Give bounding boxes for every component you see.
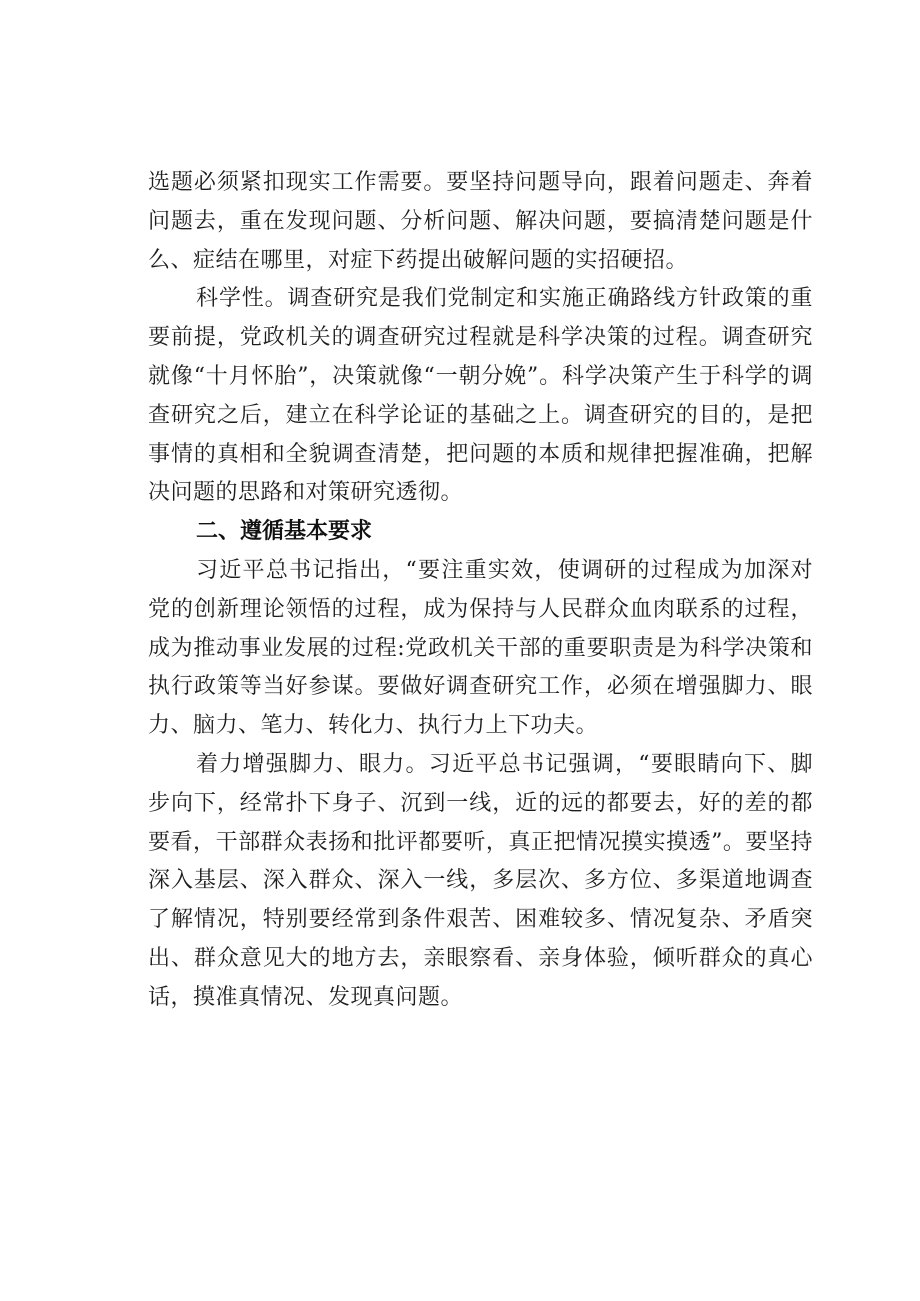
paragraph-topic-selection: 选题必须紧扣现实工作需要。要坚持问题导向，跟着问题走、奔着问题去，重在发现问题、分析问题、解决问题，要搞清楚问题是什么、症结在哪里，对症下药提出破解问题的实招硬招。 [148,170,813,273]
paragraph-scientific: 科学性。调查研究是我们党制定和实施正确路线方针政策的重要前提，党政机关的调查研究过程就是科学决策的过程。调查研究就像“十月怀胎”，决策就像“一朝分娩”。科学决策产生于科学的调查研究之后，建立在科学论证的基础之上。调查研究的目的，是把事情的真相和全貌调查清楚，把问题的本质和规律把握准确，把解决问题的思路和对策研究透彻。 [148,286,813,506]
paragraph-footwork-vision: 着力增强脚力、眼力。习近平总书记强调，“要眼睛向下、脚步向下，经常扑下身子、沉到一线，近的远的都要去，好的差的都要看，干部群众表扬和批评都要听，真正把情况摸实摸透”。要坚持深入基层、深入群众、深入一线，多层次、多方位、多渠道地调查了解情况，特别要经常到条件艰苦、困难较多、情况复杂、矛盾突出、群众意见大的地方去，亲眼察看、亲身体验，倾听群众的真心话，摸准真情况、发现真问题。 [148,751,813,1010]
paragraph-xi-quote: 习近平总书记指出，“要注重实效，使调研的过程成为加深对党的创新理论领悟的过程，成为保持与人民群众血肉联系的过程，成为推动事业发展的过程:党政机关干部的重要职责是为科学决策和执行政策等当好参谋。要做好调查研究工作，必须在增强脚力、眼力、脑力、笔力、转化力、执行力上下功夫。 [148,557,813,739]
document-body [148,164,813,1018]
section-heading-basic-requirements: 二、遵循基本要求 [196,519,373,545]
